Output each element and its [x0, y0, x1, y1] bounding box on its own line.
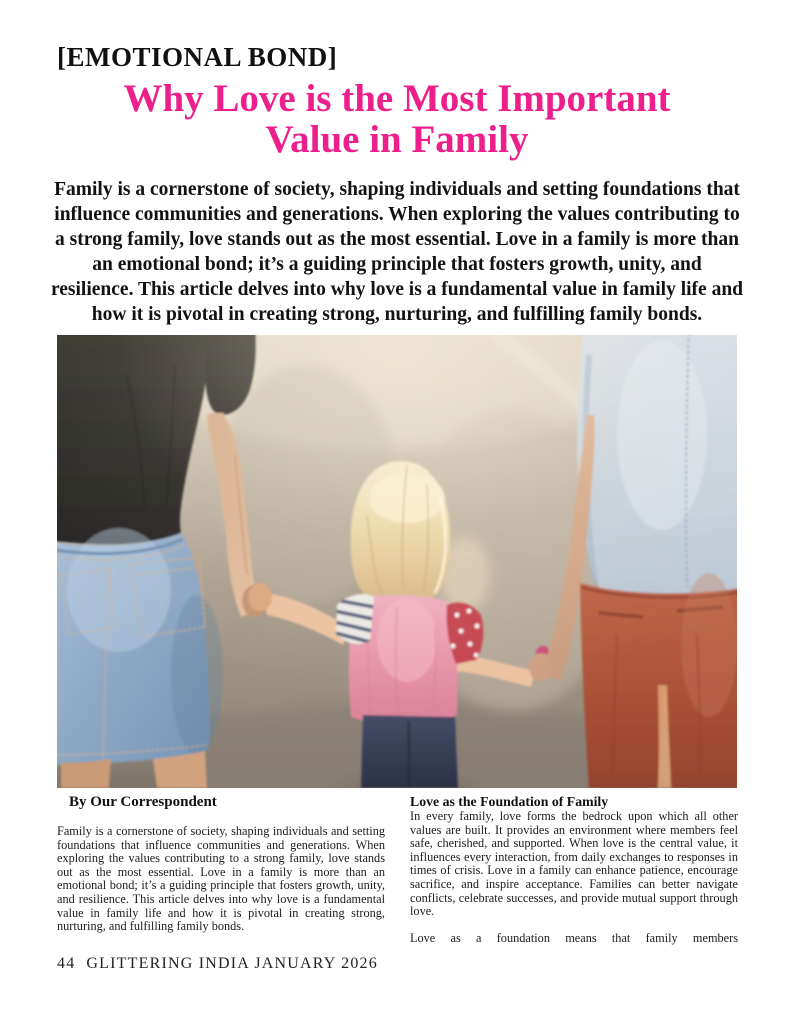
page-number: 44: [57, 955, 76, 972]
section-kicker: [EMOTIONAL BOND]: [57, 42, 338, 72]
article-title: [40, 78, 754, 160]
left-column: [57, 792, 385, 945]
left-column-paragraph: Family is a cornerstone of society, shaping individuals and setting foundations that influence communities and generations. When exploring the values contributing to a strong family, love stands out as the most essential. Love in a family is more than an emotional bond; it’s a guiding principle that fosters growth, unity, and resilience. This article delves into why love is a fundamental value in family life and how it is pivotal in creating strong, nurturing, and fulfilling family bonds.: [57, 824, 385, 934]
right-column-paragraph-1: In every family, love forms the bedrock upon which all other values are built. It provides an environment where members feel safe, cherished, and supported. When love is the central value, it influences every interaction, from daily exchanges to responses in times of crisis. Love in a family can enhance patience, encourage sacrifice, and inspire acceptance. Families can better navigate conflicts, celebrate successes, and provide mutual support through love.: [410, 809, 738, 919]
family-photo-illustration: [57, 335, 737, 788]
intro-paragraph: Family is a cornerstone of society, shaping individuals and setting foundations that influence communities and generations. When exploring the values contributing to a strong family, love stands out as the most essential. Love in a family is more than an emotional bond; it’s a guiding principle that fosters growth, unity, and resilience. This article delves into why love is a fundamental value in family life and how it is pivotal in creating strong, nurturing, and fulfilling family bonds.: [50, 179, 744, 325]
family-photo: [57, 335, 737, 788]
section-subheading: Love as the Foundation of Family: [410, 794, 609, 809]
page-footer: [57, 955, 378, 973]
right-column-paragraph-2: Love as a foundation means that family members: [410, 930, 738, 945]
right-column: [410, 792, 738, 945]
article-title-line-1: Why Love is the Most Important: [123, 77, 671, 120]
byline: By Our Correspondent: [69, 794, 217, 810]
article-title-line-2: Value in Family: [265, 118, 529, 161]
sun-glare-overlay: [57, 335, 737, 788]
article-columns: [57, 792, 738, 945]
footer-magazine-title: GLITTERING INDIA JANUARY 2026: [86, 955, 378, 972]
